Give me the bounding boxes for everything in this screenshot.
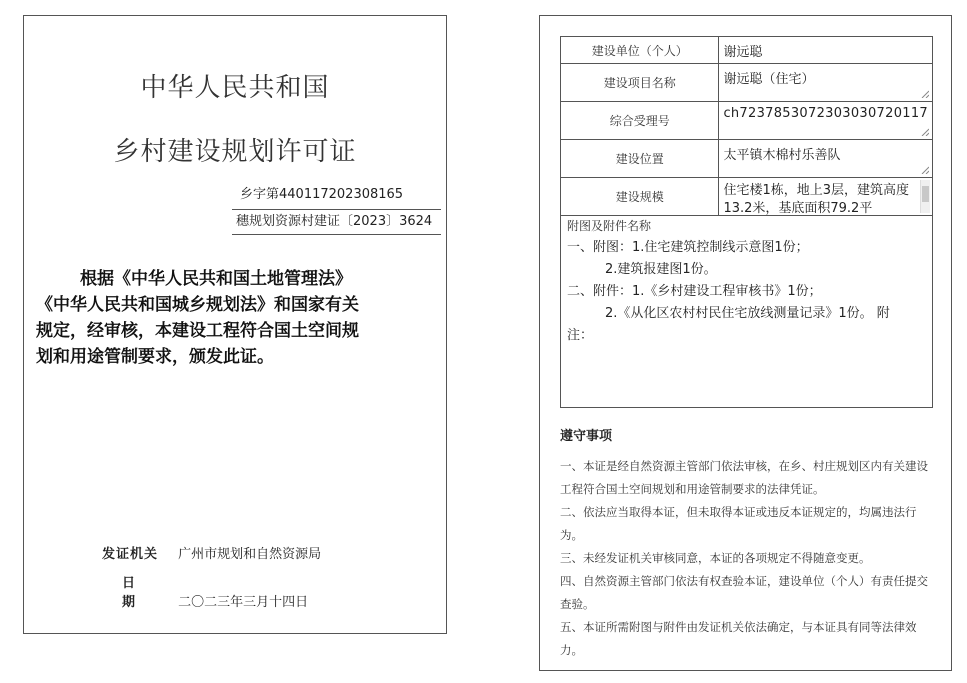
row-value-cell (719, 64, 933, 102)
table-row (561, 140, 933, 178)
row-value-cell (719, 102, 933, 140)
certificate-title: 乡村建设规划许可证 (113, 137, 357, 167)
certificate-number-2: 穗规划资源村建证〔2023〕3624 (232, 209, 441, 235)
attachment-line: 2.《从化区农村村民住宅放线测量记录》1份。 附 (605, 306, 890, 321)
table-row (561, 178, 933, 216)
table-row (561, 102, 933, 140)
row-label: 建设单位（个人） (561, 37, 719, 64)
attachment-line: 一、附图：1.住宅建筑控制线示意图1份； (567, 240, 809, 255)
attachments-box (560, 213, 933, 408)
row-label: 建设项目名称 (561, 64, 719, 102)
rules-title: 遵守事项 (560, 429, 613, 444)
attachment-line: 注： (567, 328, 594, 343)
row-value-cell (719, 140, 933, 178)
certificate-front (23, 15, 447, 634)
date-value: 二〇二三年三月十四日 (178, 595, 309, 610)
issuer-row (102, 543, 321, 562)
issuer-label: 发证机关 (102, 547, 159, 562)
date-row (102, 572, 308, 610)
certificate-number-1: 乡字第440117202308165 (240, 187, 404, 202)
attachment-line: 2.建筑报建图1份。 (605, 262, 717, 277)
info-table (560, 36, 933, 216)
row-label: 综合受理号 (561, 102, 719, 140)
construction-unit-field[interactable]: 谢远聪 (723, 45, 763, 60)
body-line: 《中华人民共和国城乡规划法》和国家有关 (36, 295, 359, 315)
rule-item: 二、依法应当取得本证，但未取得本证或违反本证规定的，均属违法行为。 (560, 505, 917, 542)
attachments-header: 附图及附件名称 (567, 219, 652, 233)
row-label: 建设位置 (561, 140, 719, 178)
attachment-line: 二、附件：1.《乡村建设工程审核书》1份； (567, 284, 822, 299)
body-line: 根据《中华人民共和国土地管理法》 (80, 269, 352, 289)
acceptance-number-field[interactable]: ch7237853072303030720117 (723, 105, 928, 121)
resize-handle-icon[interactable] (921, 128, 929, 136)
rule-item: 五、本证所需附图与附件由发证机关依法确定，与本证具有同等法律效力。 (560, 620, 917, 657)
body-line: 规定，经审核，本建设工程符合国土空间规 (36, 321, 359, 341)
rule-item: 一、本证是经自然资源主管部门依法审核，在乡、村庄规划区内有关建设工程符合国土空间规划和用途管制要求的法律凭证。 (560, 459, 928, 496)
row-label: 建设规模 (561, 178, 719, 216)
rule-item: 三、未经发证机关审核同意，本证的各项规定不得随意变更。 (560, 551, 871, 565)
rules-list (560, 455, 938, 662)
row-value-cell (719, 178, 933, 216)
issuer-value: 广州市规划和自然资源局 (178, 547, 322, 562)
table-row (561, 37, 933, 64)
certificate-body (36, 266, 436, 370)
project-name-field[interactable]: 谢远聪（住宅） (723, 71, 815, 87)
certificate-back (539, 15, 952, 671)
scrollbar-thumb[interactable] (922, 186, 929, 202)
resize-handle-icon[interactable] (921, 166, 929, 174)
row-value-cell (719, 37, 933, 64)
scale-field[interactable]: 住宅楼1栋，地上3层，建筑高度13.2米，基底面积79.2平 (723, 182, 909, 215)
location-field[interactable]: 太平镇木棉村乐善队 (723, 147, 841, 163)
table-row (561, 64, 933, 102)
body-line: 划和用途管制要求，颁发此证。 (36, 347, 274, 367)
resize-handle-icon[interactable] (921, 90, 929, 98)
rule-item: 四、自然资源主管部门依法有权查验本证，建设单位（个人）有责任提交查验。 (560, 574, 928, 611)
scrollbar[interactable] (920, 180, 930, 213)
date-label: 日 期 (122, 576, 148, 610)
country-title: 中华人民共和国 (140, 73, 330, 103)
